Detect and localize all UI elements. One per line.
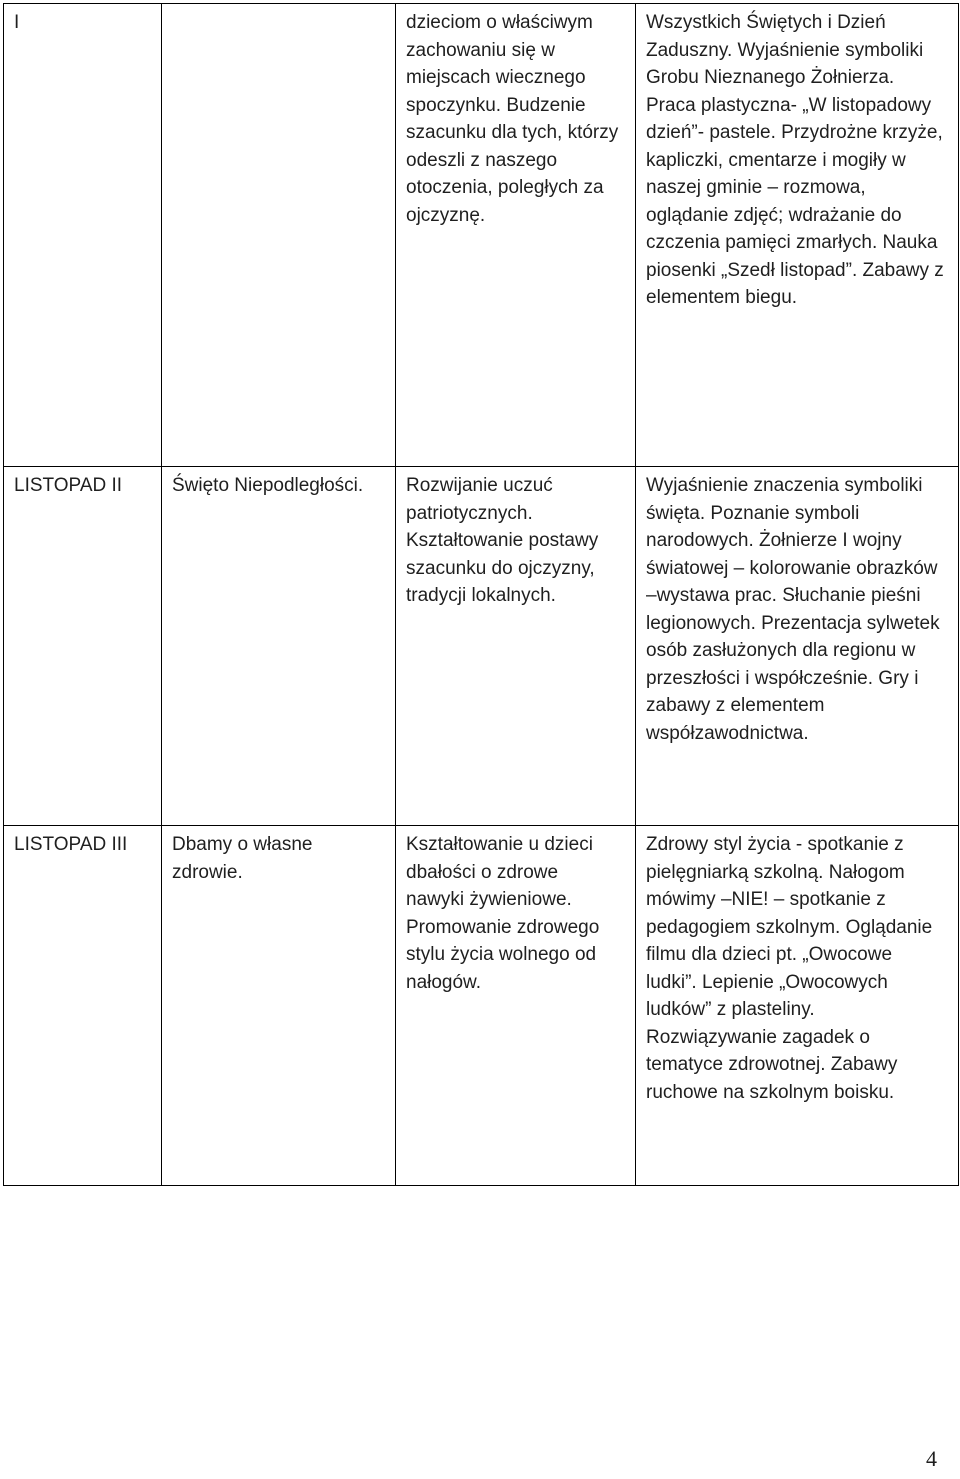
month-label: I bbox=[14, 12, 20, 33]
goals-cell bbox=[396, 826, 636, 1186]
month-cell bbox=[4, 826, 162, 1186]
page-number: 4 bbox=[926, 1446, 937, 1471]
goals-text: Rozwijanie uczuć patriotycznych. Kształtowanie postawy szacunku do ojczyzny, tradycji lokalnych. bbox=[406, 475, 599, 606]
goals-text: Kształtowanie u dzieci dbałości o zdrowe nawyki żywieniowe. Promowanie zdrowego stylu życia wolnego od nałogów. bbox=[406, 834, 600, 993]
topic-label: Święto Niepodległości. bbox=[172, 475, 364, 496]
table-row bbox=[4, 467, 959, 826]
goals-cell bbox=[396, 467, 636, 826]
activities-cell bbox=[636, 467, 959, 826]
activities-text: Zdrowy styl życia - spotkanie z pielęgniarką szkolną. Nałogom mówimy –NIE! – spotkanie z pedagogiem szkolnym. Oglądanie filmu dla dzieci pt. „Owocowe ludki”. Lepienie „Owocowych ludków” z plasteliny. Rozwiązywanie zagadek o tematyce zdrowotnej. Zabawy ruchowe na szkolnym boisku. bbox=[646, 834, 933, 1103]
activities-text: Wszystkich Świętych i Dzień Zaduszny. Wyjaśnienie symboliki Grobu Nieznanego Żołnierza. Praca plastyczna- „W listopadowy dzień”- pastele. Przydrożne krzyże, kapliczki, cmentarze i mogiły w naszej gminie – rozmowa, oglądanie zdjęć; wdrażanie do czczenia pamięci zmarłych. Nauka piosenki „Szedł listopad”. Zabawy z elementem biegu. bbox=[646, 12, 944, 308]
activities-text: Wyjaśnienie znaczenia symboliki święta. Poznanie symboli narodowych. Żołnierze I wojny światowej – kolorowanie obrazków –wystawa prac. Słuchanie pieśni legionowych. Prezentacja sylwetek osób zasłużonych dla regionu w przeszłości i współcześnie. Gry i zabawy z elementem współzawodnictwa. bbox=[646, 475, 940, 744]
activities-cell bbox=[636, 826, 959, 1186]
table-row bbox=[4, 826, 959, 1186]
month-label: LISTOPAD III bbox=[14, 834, 128, 855]
topic-cell bbox=[162, 826, 396, 1186]
topic-cell bbox=[162, 467, 396, 826]
lesson-plan-table bbox=[3, 3, 959, 1186]
topic-cell bbox=[162, 4, 396, 467]
month-label: LISTOPAD II bbox=[14, 475, 123, 496]
goals-cell bbox=[396, 4, 636, 467]
activities-cell bbox=[636, 4, 959, 467]
table-row bbox=[4, 4, 959, 467]
topic-label: Dbamy o własne zdrowie. bbox=[172, 834, 313, 883]
month-cell bbox=[4, 467, 162, 826]
month-cell bbox=[4, 4, 162, 467]
goals-text: dzieciom o właściwym zachowaniu się w miejscach wiecznego spoczynku. Budzenie szacunku dla tych, którzy odeszli z naszego otoczenia, poległych za ojczyznę. bbox=[406, 12, 619, 226]
